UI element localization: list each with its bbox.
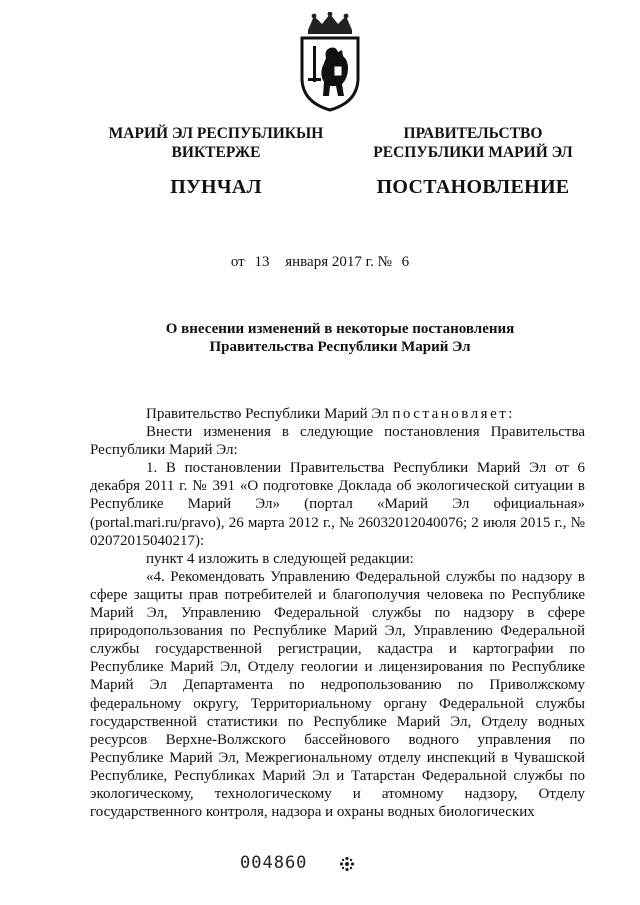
- date-prefix: от: [230, 254, 245, 270]
- header-right-line1: ПРАВИТЕЛЬСТВО: [403, 125, 543, 142]
- body-paragraph-2: Внести изменения в следующие постановления Правительства Республики Марий Эл:: [90, 424, 585, 459]
- subject-line2: Правительства Республики Марий Эл: [209, 339, 471, 355]
- form-serial-number: 004860: [240, 853, 308, 873]
- header-right-line2: РЕСПУБЛИКИ МАРИЙ ЭЛ: [373, 144, 573, 161]
- document-date-line: [0, 253, 640, 271]
- date-day: 13: [254, 254, 270, 270]
- header-left-line2: ВИКТЕРЖЕ: [171, 144, 261, 161]
- header-left-line1: МАРИЙ ЭЛ РЕСПУБЛИКЫН: [108, 125, 324, 142]
- preamble-text: Правительство Республики Марий Эл: [146, 406, 389, 422]
- subject-line1: О внесении изменений в некоторые постановления: [165, 321, 515, 337]
- body-paragraph-preamble: [90, 405, 585, 423]
- preamble-decree-word: постановляет:: [392, 406, 515, 422]
- document-subject: [90, 320, 590, 356]
- coat-of-arms-icon: [296, 12, 364, 112]
- header-russian-language: [362, 124, 584, 200]
- header-left-title: ПУНЧАЛ: [170, 176, 262, 198]
- body-paragraph-3: 1. В постановлении Правительства Республики Марий Эл от 6 декабря 2011 г. № 391 «О подготовке Доклада об экологической ситуации в Республике Марий Эл» (портал «Марий Эл официальная» (portal.mari.ru/pravo), 26 марта 2012 г., № 26032012040076; 2 июля 2015 г., № 02072015040217):: [90, 460, 585, 549]
- body-paragraph-4: пункт 4 изложить в следующей редакции:: [146, 550, 414, 567]
- ornament-icon: [339, 856, 355, 872]
- document-number: 6: [401, 254, 410, 270]
- header-mari-language: [100, 124, 332, 200]
- date-month-year: января 2017 г. №: [285, 254, 392, 270]
- document-body: [90, 405, 585, 821]
- body-paragraph-5: «4. Рекомендовать Управлению Федеральной службы по надзору в сфере защиты прав потребителей и благополучия человека по Республике Марий Эл, Управлению Федеральной службы по надзору в сфере природопользования по Республике Марий Эл, Управлению Федеральной службы государственной регистрации, кадастра и картографии по Республике Марий Эл, Отделу геологии и лицензирования по Республике Марий Эл Департамента по недропользованию по Приволжскому федеральному округу, Территориальному органу Федеральной службы государственной статистики по Республике Марий Эл, Отделу водных ресурсов Верхне-Волжского бассейнового водного управления по Республике Марий Эл, Межрегиональному отделу инспекций в Чувашской Республике, Республиках Марий Эл и Татарстан Федеральной службы по экологическому, технологическому и атомному надзору, Отделу государственного контроля, надзора и охраны водных биологических: [90, 568, 585, 821]
- header-right-title: ПОСТАНОВЛЕНИЕ: [376, 176, 570, 198]
